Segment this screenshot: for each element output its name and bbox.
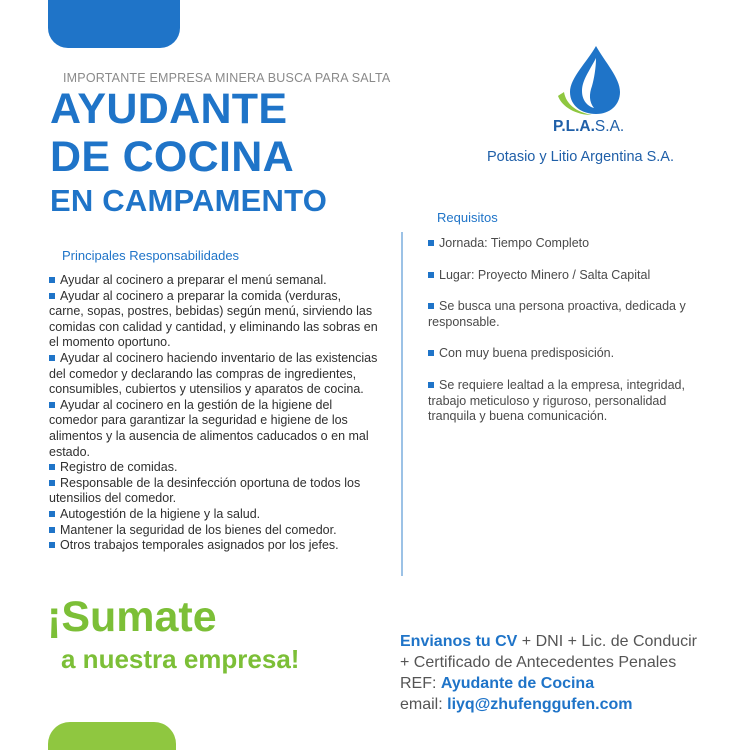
company-name-bold: P.L.A. [553,118,595,135]
list-item: Se busca una persona proactiva, dedicada y responsable. [428,299,713,330]
cta-line2: a nuestra empresa! [61,644,300,674]
responsibilities-heading: Principales Responsabilidades [62,248,240,263]
requirements-heading: Requisitos [437,210,498,225]
company-full-name: Potasio y Litio Argentina S.A. [487,149,674,165]
ref-value: Ayudante de Cocina [440,675,595,692]
list-item: Ayudar al cocinero haciendo inventario de las existencias del comedor y declarando las compras de ingredientes, consumibles, cubiertos y utensilios y aparatos de cocina. [49,350,378,397]
requirements-list [428,236,713,441]
company-name-light: S.A. [594,118,625,135]
job-title-line1: AYUDANTE [50,85,288,133]
list-item: Responsable de la desinfección oportuna de todos los utensilios del comedor. [49,476,379,507]
call-to-action [47,593,300,674]
responsibilities-list [49,273,379,554]
contact-email [400,694,697,715]
bottom-decor-tab [48,722,176,750]
column-divider [401,232,403,576]
list-item: Registro de comidas. [49,460,379,476]
list-item: Lugar: Proyecto Minero / Salta Capital [428,268,713,284]
contact-line1 [400,631,697,652]
eyebrow-text: IMPORTANTE EMPRESA MINERA BUSCA PARA SALTA [63,71,391,85]
job-title-line3: EN CAMPAMENTO [50,183,328,218]
list-item: Ayudar al cocinero a preparar la comida (verduras, carne, sopas, postres, bebidas) según menú, sirviendo las comidas con calidad y cantidad, y eliminando las sobras en el momento oportuno. [49,288,378,350]
list-item: Jornada: Tiempo Completo [428,236,713,252]
job-title [50,85,328,218]
contact-ref [400,673,697,694]
list-item: Ayudar al cocinero en la gestión de la higiene del comedor para garantizar la seguridad e higiene de los alimentos y la ausencia de alimentos caducados o en mal estado. [49,398,379,460]
send-cv-label: Envianos tu CV [400,633,518,650]
company-short-name [553,118,624,136]
list-item: Otros trabajos temporales asignados por los jefes. [49,538,379,554]
ref-label: REF: [400,675,441,692]
send-cv-rest: + DNI + Lic. de Conducir [517,633,697,650]
cta-line1: ¡Sumate [47,593,217,641]
list-item: Con muy buena predisposición. [428,346,713,362]
email-label: email: [400,696,448,713]
list-item: Autogestión de la higiene y la salud. [49,507,379,523]
list-item: Se requiere lealtad a la empresa, integridad, trabajo meticuloso y riguroso, personalidad tranquila y buena comunicación. [428,378,713,425]
contact-block [400,631,697,715]
email-link[interactable]: liyq@zhufenggufen.com [447,696,633,713]
water-drop-logo-icon [556,44,632,116]
list-item: Mantener la seguridad de los bienes del comedor. [49,523,379,539]
top-decor-tab [48,0,180,48]
list-item: Ayudar al cocinero a preparar el menú semanal. [49,273,379,289]
contact-line2: + Certificado de Antecedentes Penales [400,654,677,671]
job-title-line2: DE COCINA [50,133,294,181]
